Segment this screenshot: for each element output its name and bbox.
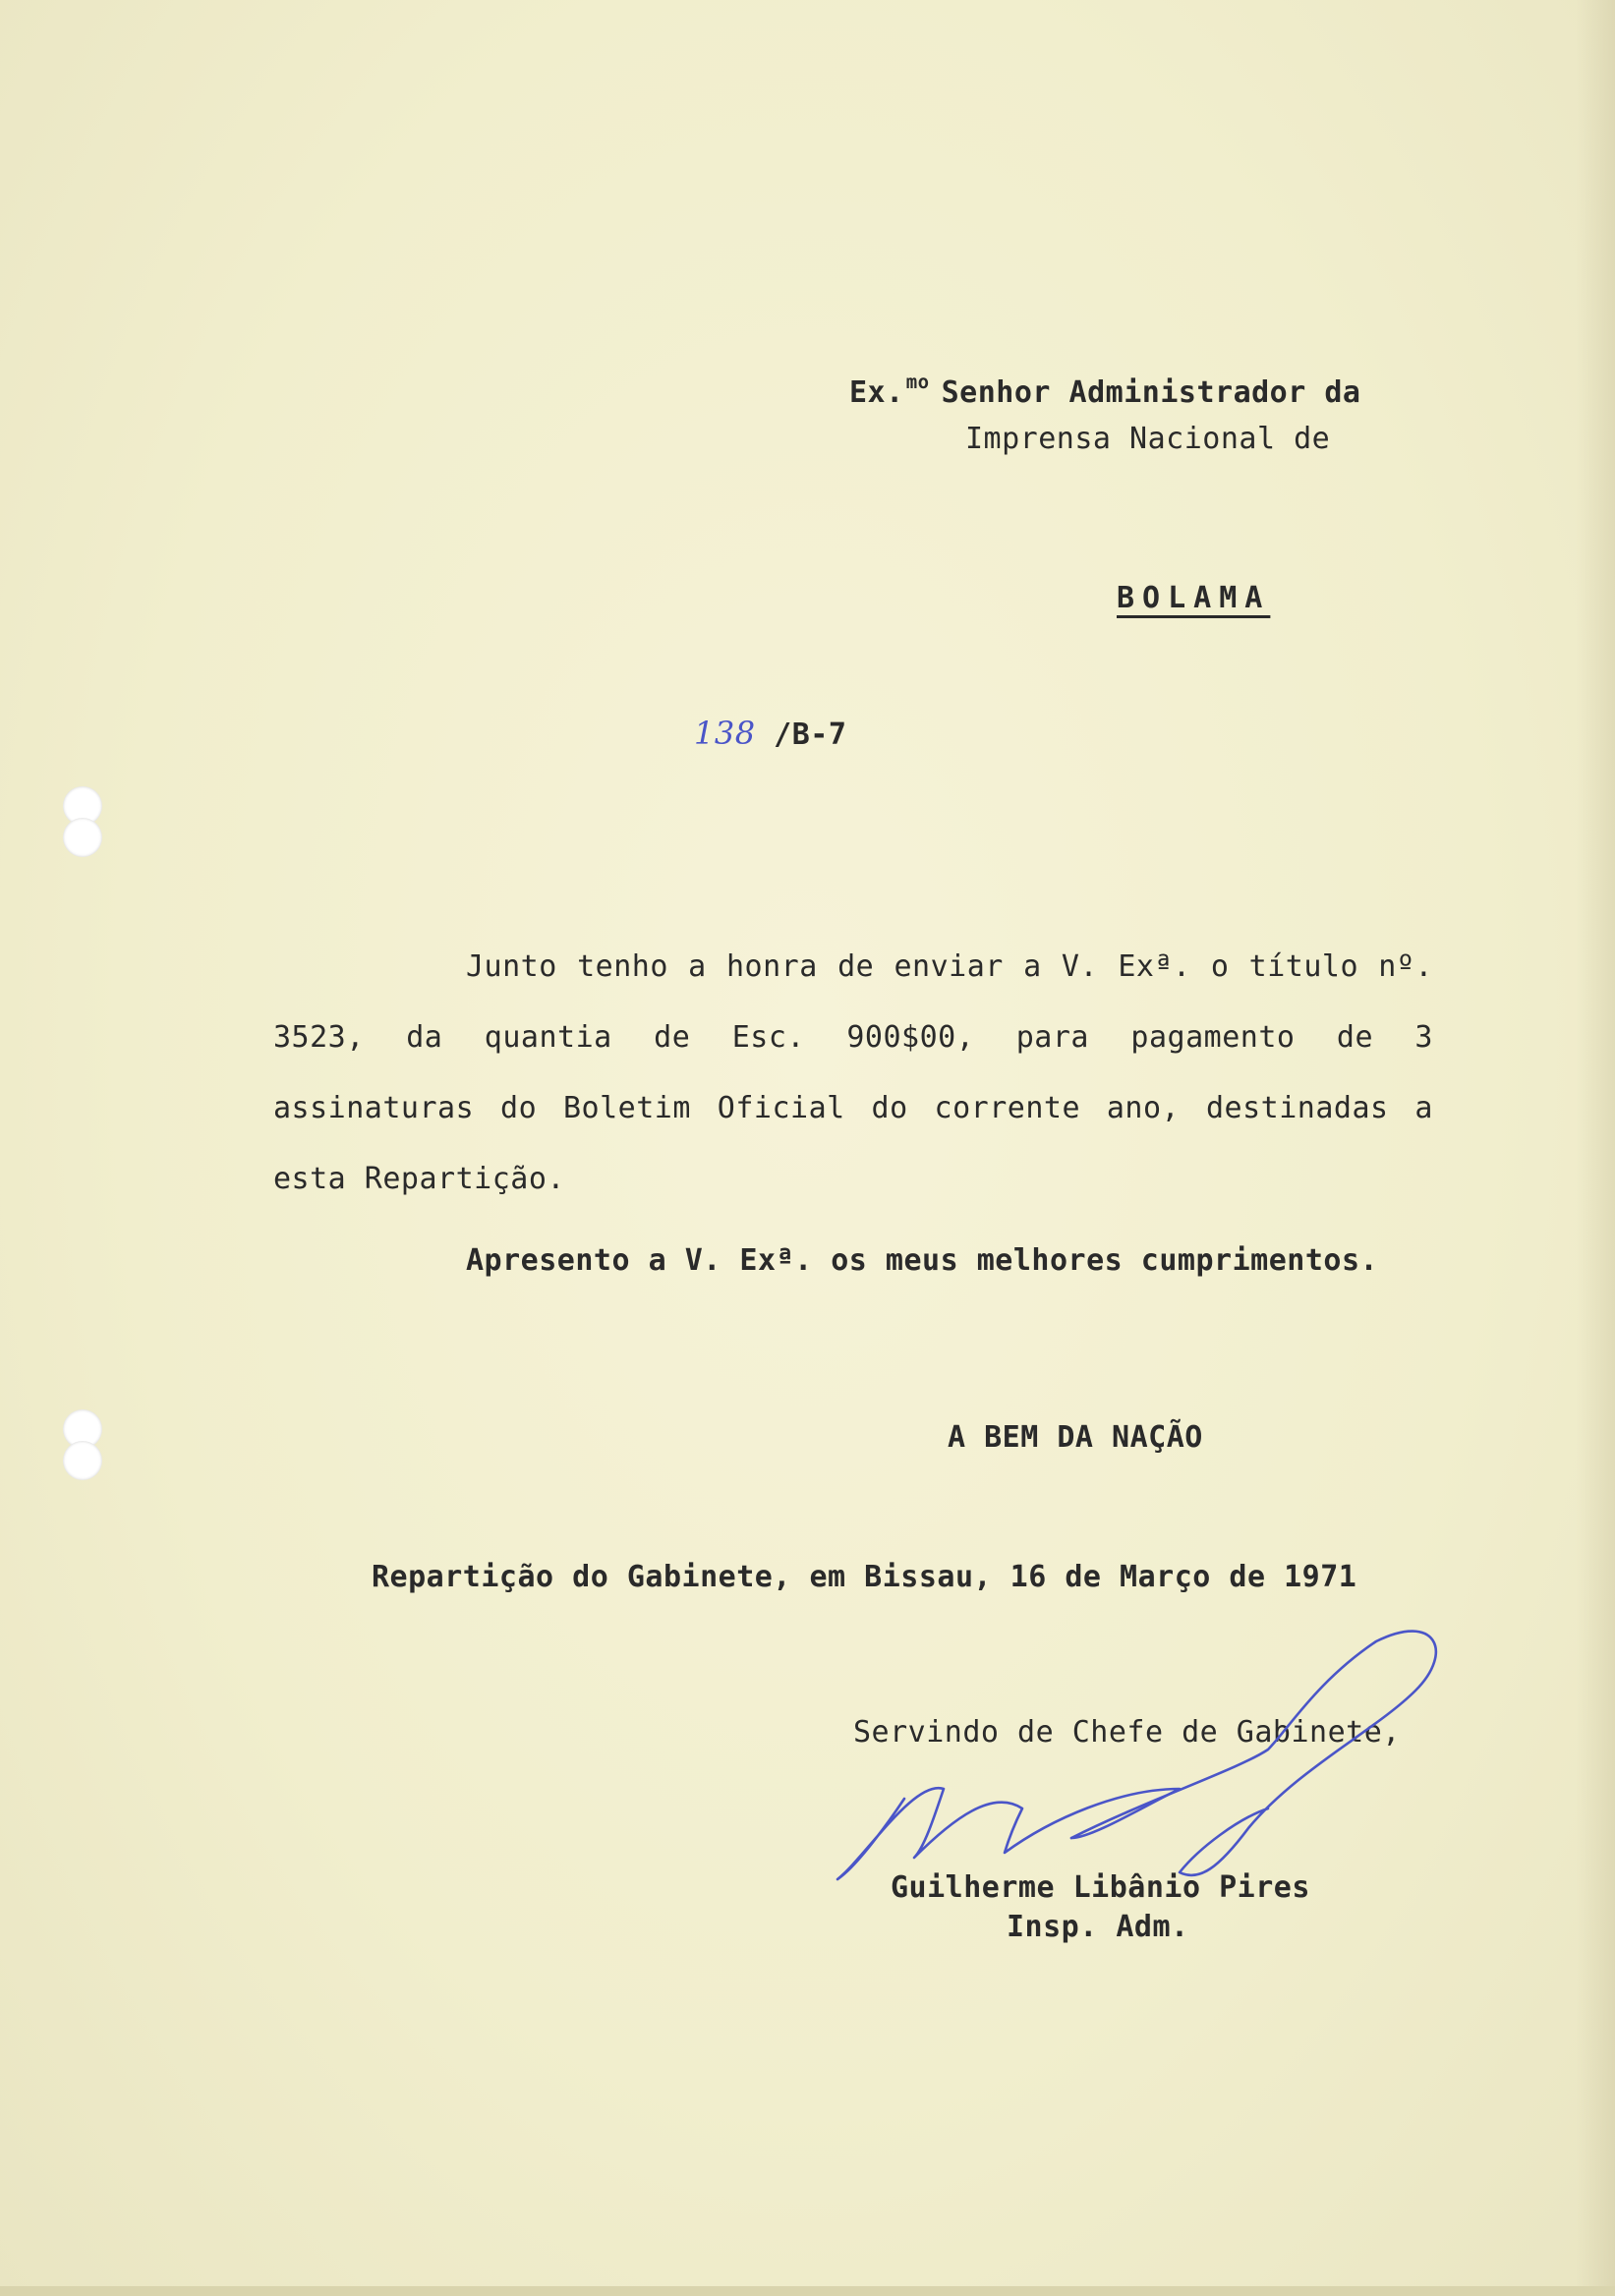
paper-bottom-edge — [0, 2286, 1615, 2296]
salutation-prefix: Ex. — [849, 375, 904, 410]
closing-motto: A BEM DA NAÇÃO — [948, 1420, 1203, 1455]
reference-number — [694, 715, 847, 752]
body-paragraph-1-text: Junto tenho a honra de enviar a V. Exª. o título nº. 3523, da quantia de Esc. 900$00, para pagamento de 3 assinaturas do Boletim Oficial do corrente ano, destinadas a esta Repartição. — [273, 949, 1433, 1196]
signatory-title: Insp. Adm. — [1007, 1910, 1189, 1944]
place-date: Repartição do Gabinete, em Bissau, 16 de Março de 1971 — [372, 1560, 1357, 1594]
body-paragraph-2: Apresento a V. Exª. os meus melhores cumprimentos. — [466, 1243, 1379, 1278]
salutation-superscript: mo — [905, 372, 930, 393]
punch-hole-top-lower — [63, 818, 102, 857]
signatory-role: Servindo de Chefe de Gabinete, — [853, 1715, 1401, 1750]
addressee-title: Senhor Administrador da — [941, 375, 1361, 410]
addressee-line1 — [849, 373, 1361, 408]
reference-typed: /B-7 — [774, 718, 847, 752]
addressee-city: BOLAMA — [1117, 581, 1271, 615]
paper-edge-shadow — [1576, 0, 1615, 2296]
signatory-name: Guilherme Libânio Pires — [891, 1870, 1310, 1905]
handwritten-signature — [826, 1622, 1455, 1897]
reference-handwritten: 138 — [694, 715, 756, 752]
addressee-line2: Imprensa Nacional de — [965, 422, 1331, 456]
punch-hole-bottom-lower — [63, 1441, 102, 1480]
body-paragraph-1 — [273, 932, 1433, 1215]
